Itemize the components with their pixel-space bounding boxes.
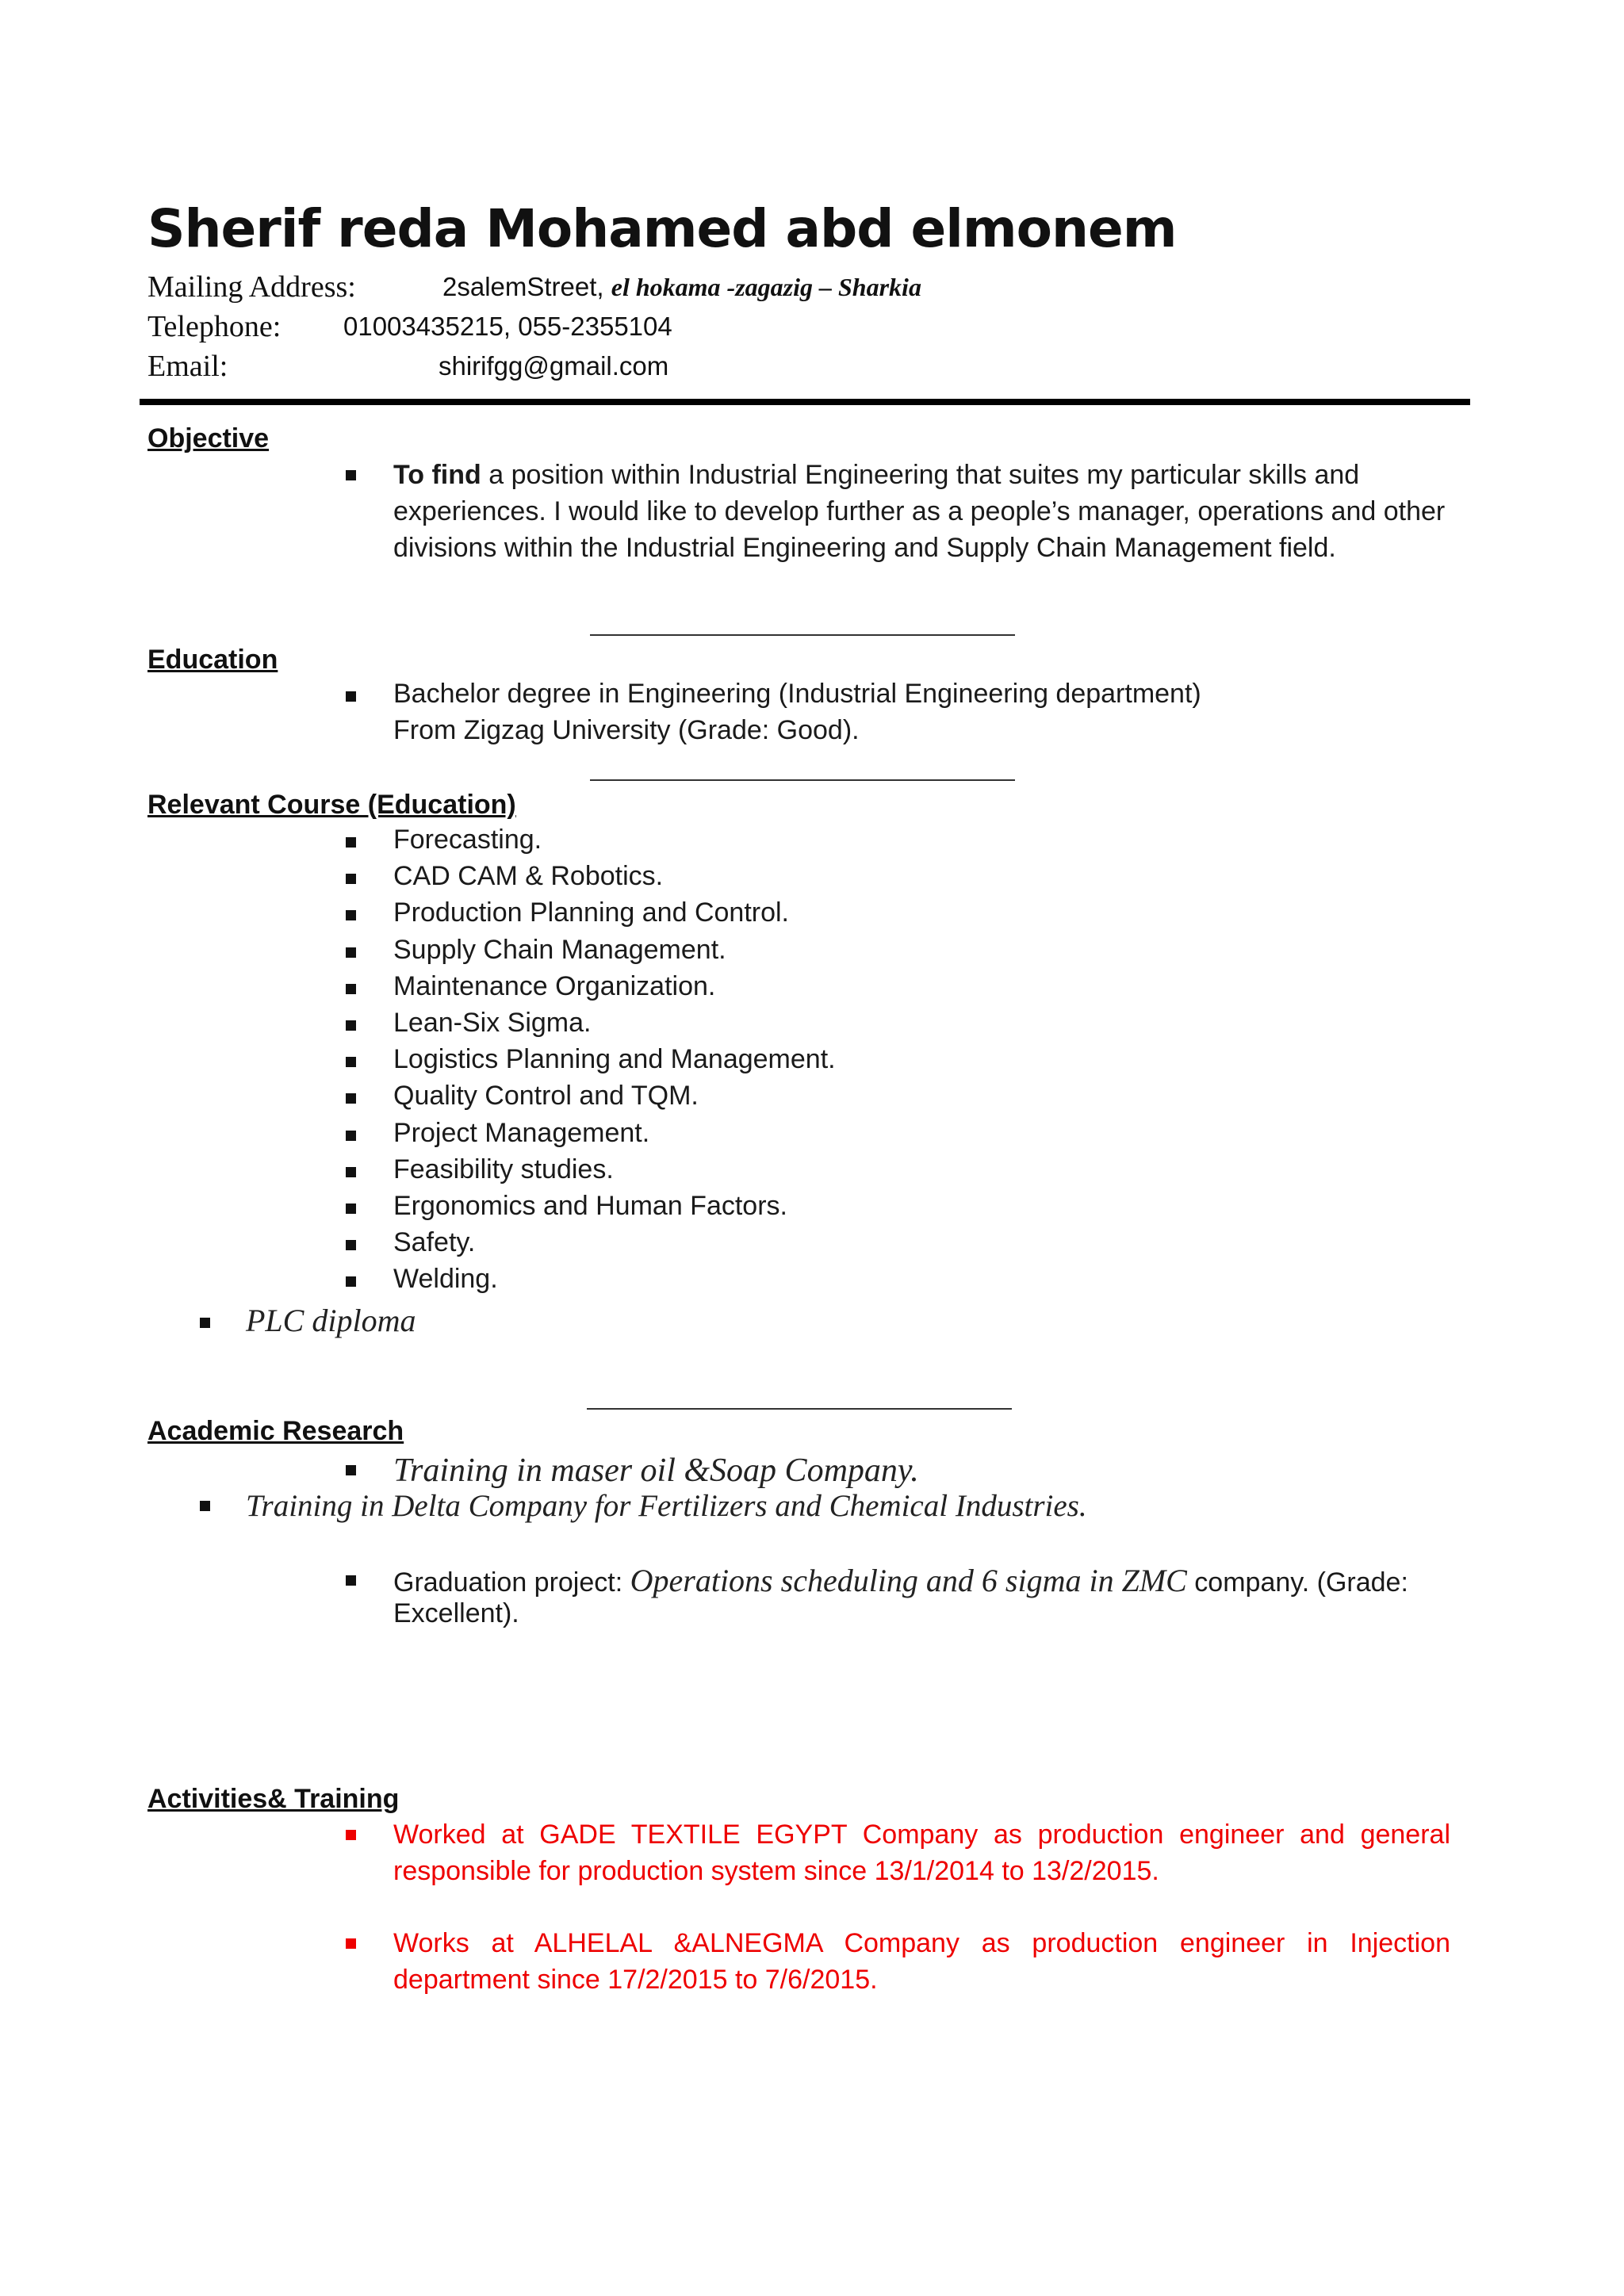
bullet-icon [346,874,356,884]
telephone-label: Telephone: [147,310,282,343]
section-separator [587,1408,1012,1410]
bullet-icon [346,1131,356,1141]
activities-heading: Activities& Training [147,1784,400,1814]
graduation-suffix: company. (Grade: [1186,1567,1408,1598]
mailing-address [442,272,921,302]
candidate-name: Sherif reda Mohamed abd elmonem [147,198,1177,259]
bullet-icon [346,1465,356,1475]
email-value: shirifgg@gmail.com [439,351,669,381]
email-label: Email: [147,350,228,383]
course-item: Lean-Six Sigma. [393,1007,592,1038]
mailing-street: 2salemStreet, [442,272,611,301]
bullet-icon [346,837,356,848]
activity-gade-textile: Worked at GADE TEXTILE EGYPT Company as production engineer and general responsible for production system since 13/1/2014 to 13/2/2015. [393,1820,1450,1886]
bullet-icon [346,1276,356,1287]
bullet-icon [346,1575,356,1586]
course-item: Supply Chain Management. [393,934,726,965]
section-separator [590,779,1015,781]
bullet-icon [346,910,356,920]
bullet-icon [346,1240,356,1250]
bullet-icon [346,470,356,480]
objective-body: a position within Industrial Engineering that suites my particular skills and experiences. I would like to develop further as a people’s manager, operations and other divisions within the Industrial Engineering and Supply Chain Management field. [393,460,1446,563]
graduation-grade: Excellent). [393,1598,519,1628]
course-item: CAD CAM & Robotics. [393,861,664,892]
graduation-prefix: Graduation project: [393,1567,630,1598]
course-item: Project Management. [393,1117,650,1148]
bullet-icon [346,691,356,702]
course-item: Forecasting. [393,825,542,855]
graduation-topic: Operations scheduling and 6 sigma in ZMC [630,1563,1187,1598]
section-separator [590,634,1015,636]
bullet-icon [346,1093,356,1104]
course-item: Production Planning and Control. [393,897,789,928]
bullet-icon [200,1501,210,1511]
course-item: Quality Control and TQM. [393,1081,699,1112]
course-item: Logistics Planning and Management. [393,1044,836,1075]
bullet-icon [346,1020,356,1031]
bullet-icon [346,947,356,958]
objective-heading: Objective [147,423,270,453]
objective-text [393,457,1456,566]
telephone-value: 01003435215, 055-2355104 [343,312,672,341]
course-item: Welding. [393,1264,498,1295]
bullet-icon [346,1167,356,1177]
plc-diploma: PLC diploma [246,1303,416,1338]
bullet-icon [200,1318,210,1328]
mailing-city: el hokama -zagazig – Sharkia [611,273,921,301]
course-item: Feasibility studies. [393,1154,614,1184]
course-item: Safety. [393,1227,476,1258]
courses-heading: Relevant Course (Education) [147,790,516,820]
header-divider [140,399,1470,405]
bullet-icon [346,1938,356,1949]
mailing-label: Mailing Address: [147,270,356,304]
bullet-icon [346,1203,356,1214]
education-heading: Education [147,645,278,675]
objective-lead: To find [393,460,481,490]
bullet-icon [346,1057,356,1067]
research-item-delta: Training in Delta Company for Fertilizers and Chemical Industries. [246,1489,1087,1523]
research-item-maser: Training in maser oil &Soap Company. [393,1452,919,1489]
course-item: Maintenance Organization. [393,970,716,1001]
course-item: Ergonomics and Human Factors. [393,1190,787,1221]
bullet-icon [346,1830,356,1840]
bullet-icon [346,984,356,994]
education-degree: Bachelor degree in Engineering (Industrial Engineering department) [393,679,1201,709]
graduation-project [393,1562,1408,1599]
education-university: From Zigzag University (Grade: Good). [393,715,860,745]
activity-alhelal-alnegma: Works at ALHELAL &ALNEGMA Company as production engineer in Injection department since 17/2/2015 to 7/6/2015. [393,1928,1450,1995]
research-heading: Academic Research [147,1416,404,1446]
